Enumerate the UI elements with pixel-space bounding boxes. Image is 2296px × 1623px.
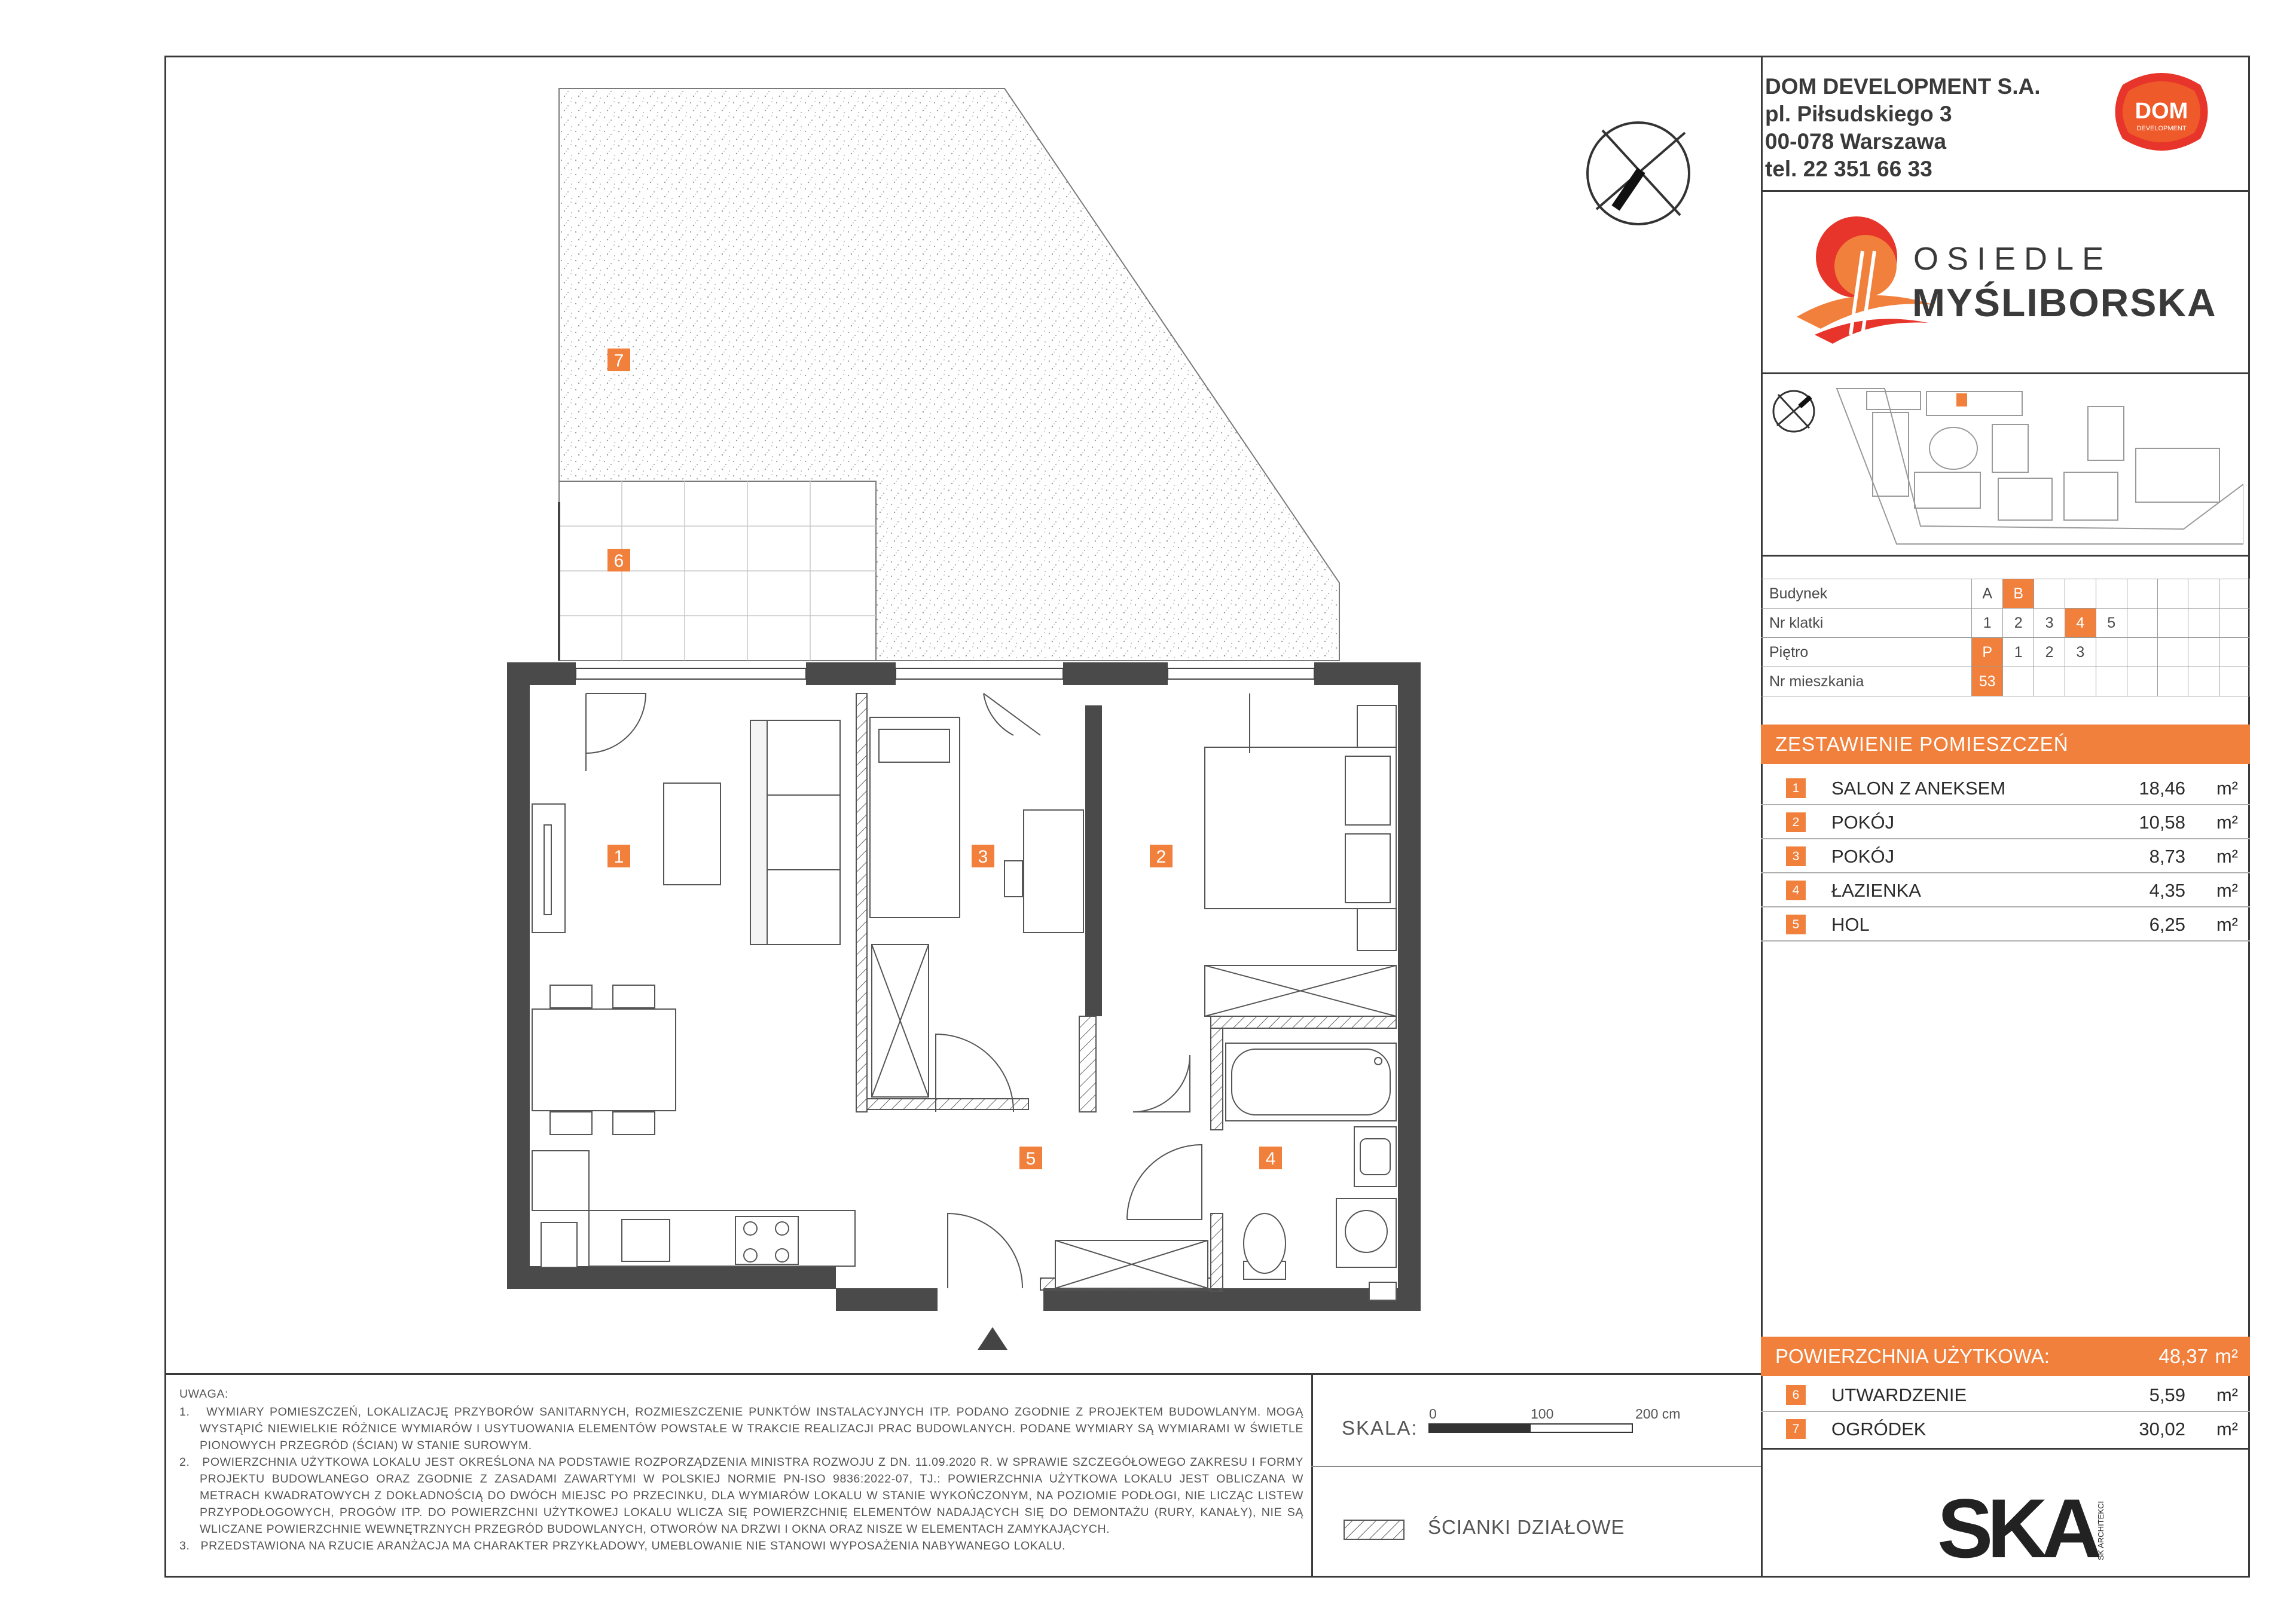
ska-logo-text: SKA [1937,1483,2096,1572]
terrace-area [559,481,876,661]
room-number-badge: 1 [1786,778,1806,798]
extra-number-badge: 6 [1786,1385,1806,1405]
apartment-label: Nr mieszkania [1761,667,1972,696]
stair-cell-3: 3 [2034,609,2065,638]
notes-header: UWAGA: [179,1387,228,1401]
room-unit: m² [2216,846,2238,867]
osiedle-title-top: OSIEDLE [1913,241,2112,277]
stair-cell-1: 1 [1972,609,2003,638]
extra-unit: m² [2216,1419,2238,1439]
stair-cell-4: 4 [2065,609,2096,638]
plan-label-7: 7 [613,351,624,371]
extra-area: 30,02 [2139,1419,2185,1439]
scale-tick-0: 0 [1429,1406,1437,1422]
building-label: Budynek [1761,579,1972,609]
scale-label: SKALA: [1342,1417,1418,1439]
extra-area: 5,59 [2149,1384,2185,1405]
room-name: SALON Z ANEKSEM [1831,778,2006,799]
note-item: 1. WYMIARY POMIESZCZEŃ, LOKALIZACJĘ PRZYBORÓW SANITARNYCH, ROZMIESZCZENIE PUNKTÓW INSTALACYJNYCH ITP. PODANO ZGODNIE Z PROJEKTEM BUDOWLANYM. MOGĄ WYSTĄPIĆ NIEWIELKIE RÓŻNICE WYMIARÓW I USYTUOWANIA ELEMENTÓW POWSTAŁE W TRAKCIE REALIZACJI PRAC BUDOWLANYCH. PODANE WYMIARY SĄ WYMIARAMI W ŚWIETLE PIONOWYCH PRZEGRÓD (ŚCIAN) W STANIE SUROWYM. [179,1405,1303,1452]
room-area: 6,25 [2149,914,2185,935]
stair-cell-5: 5 [2096,609,2127,638]
room-number-badge: 5 [1786,915,1806,934]
building-cell-a: A [1972,579,2003,609]
room-unit: m² [2216,778,2238,799]
room-number-badge: 4 [1786,881,1806,900]
room-name: HOL [1831,914,1870,935]
room-unit: m² [2216,914,2238,935]
room-name: POKÓJ [1831,846,1895,867]
plan-label-5: 5 [1025,1149,1036,1169]
rooms-header: ZESTAWIENIE POMIESZCZEŃ [1761,725,2250,764]
dom-logo-subtext: DEVELOPMENT [2136,125,2187,132]
extra-name: UTWARDZENIE [1831,1384,1967,1405]
room-name: ŁAZIENKA [1831,880,1921,901]
plan-label-4: 4 [1265,1149,1276,1169]
usable-area-value: 48,37 [2158,1345,2208,1367]
dom-logo-text: DOM [2135,99,2188,124]
scale-tick-200: 200 cm [1635,1406,1681,1422]
floor-cell-p: P [1972,638,2003,667]
scale-tick-100: 100 [1531,1406,1554,1422]
windows [576,668,1314,679]
stair-label: Nr klatki [1761,609,1972,638]
ska-logo-subtext: SK ARCHITEKCI [2096,1501,2105,1560]
room-number-badge: 3 [1786,846,1806,866]
room-area: 10,58 [2139,812,2185,833]
room-area: 18,46 [2139,778,2185,799]
extra-unit: m² [2216,1384,2238,1405]
plan-label-3: 3 [978,847,988,867]
usable-area-unit: m² [2215,1345,2238,1367]
furniture [532,705,1396,1300]
partition-legend-label: ŚCIANKI DZIAŁOWE [1428,1516,1625,1538]
extra-name: OGRÓDEK [1831,1419,1926,1439]
plan-label-1: 1 [613,847,624,867]
floor-cell-2: 2 [2034,638,2065,667]
company-phone: tel. 22 351 66 33 [1765,157,1932,181]
company-name: DOM DEVELOPMENT S.A. [1765,74,2041,99]
north-arrow-icon [1587,123,1689,224]
room-area: 8,73 [2149,846,2185,867]
entrance-marker-icon [978,1327,1007,1350]
apartment-number-cell: 53 [1972,667,2003,696]
room-unit: m² [2216,812,2238,833]
usable-area-label: POWIERZCHNIA UŻYTKOWA: [1775,1345,2050,1367]
extra-number-badge: 7 [1786,1419,1806,1439]
company-street: pl. Piłsudskiego 3 [1765,102,1952,126]
room-name: POKÓJ [1831,812,1895,833]
floor-label: Piętro [1761,638,1972,667]
plan-label-6: 6 [613,551,624,571]
room-number-badge: 2 [1786,812,1806,832]
note-item: 2. POWIERZCHNIA UŻYTKOWA LOKALU JEST OKREŚLONA NA PODSTAWIE ROZPORZĄDZENIA MINISTRA ROZWOJU Z DN. 11.09.2020 R. W SPRAWIE SZCZEGÓŁOWEGO ZAKRESU I FORMY PROJEKTU BUDOWLANEGO ORAZ ZGODNIE Z ZASADAMI ZAWARTYMI W POLSKIEJ NORMIE PN-ISO 9836:2022-07, TJ.: POWIERZCHNIA UŻYTKOWA LOKALU JEST OBLICZANA W METRACH KWADRATOWYCH Z DOKŁADNOŚCIĄ DO DWÓCH MIEJSC PO PRZECINKU, DLA WYMIARÓW LOKALU W STANIE WYKOŃCZONYM, NA POZIOMIE PODŁOGI, NIE LICZĄC LISTEW PRZYPODŁOGOWYCH, PROGÓW ITP. DO POWIERZCHNI UŻYTKOWEJ LOKALU WLICZA SIĘ POWIERZCHNIĘ ELEMENTÓW NADAJĄCYCH SIĘ DO DEMONTAŻU (RURY, KANAŁY), NIE SĄ WLICZANE POWIERZCHNIE WEWNĘTRZNYCH PRZEGRÓD BUDOWLANYCH, OTWORÓW NA DRZWI I OKNA ORAZ NISZE W ELEMENTACH ZAMYKAJĄCYCH. [179,1456,1303,1536]
note-item: 3. PRZEDSTAWIONA NA RZUCIE ARANŻACJA MA CHARAKTER PRZYKŁADOWY, UMEBLOWANIE NIE STANOWI WYPOSAŻENIA NABYWANEGO LOKALU. [179,1539,1066,1552]
company-city: 00-078 Warszawa [1765,129,1947,154]
building-cell-b: B [2003,579,2034,609]
room-unit: m² [2216,880,2238,901]
osiedle-title-main: MYŚLIBORSKA [1912,280,2217,325]
floor-cell-3: 3 [2065,638,2096,667]
room-area: 4,35 [2149,880,2185,901]
stair-cell-2: 2 [2003,609,2034,638]
floor-cell-1: 1 [2003,638,2034,667]
plan-label-2: 2 [1156,847,1167,867]
